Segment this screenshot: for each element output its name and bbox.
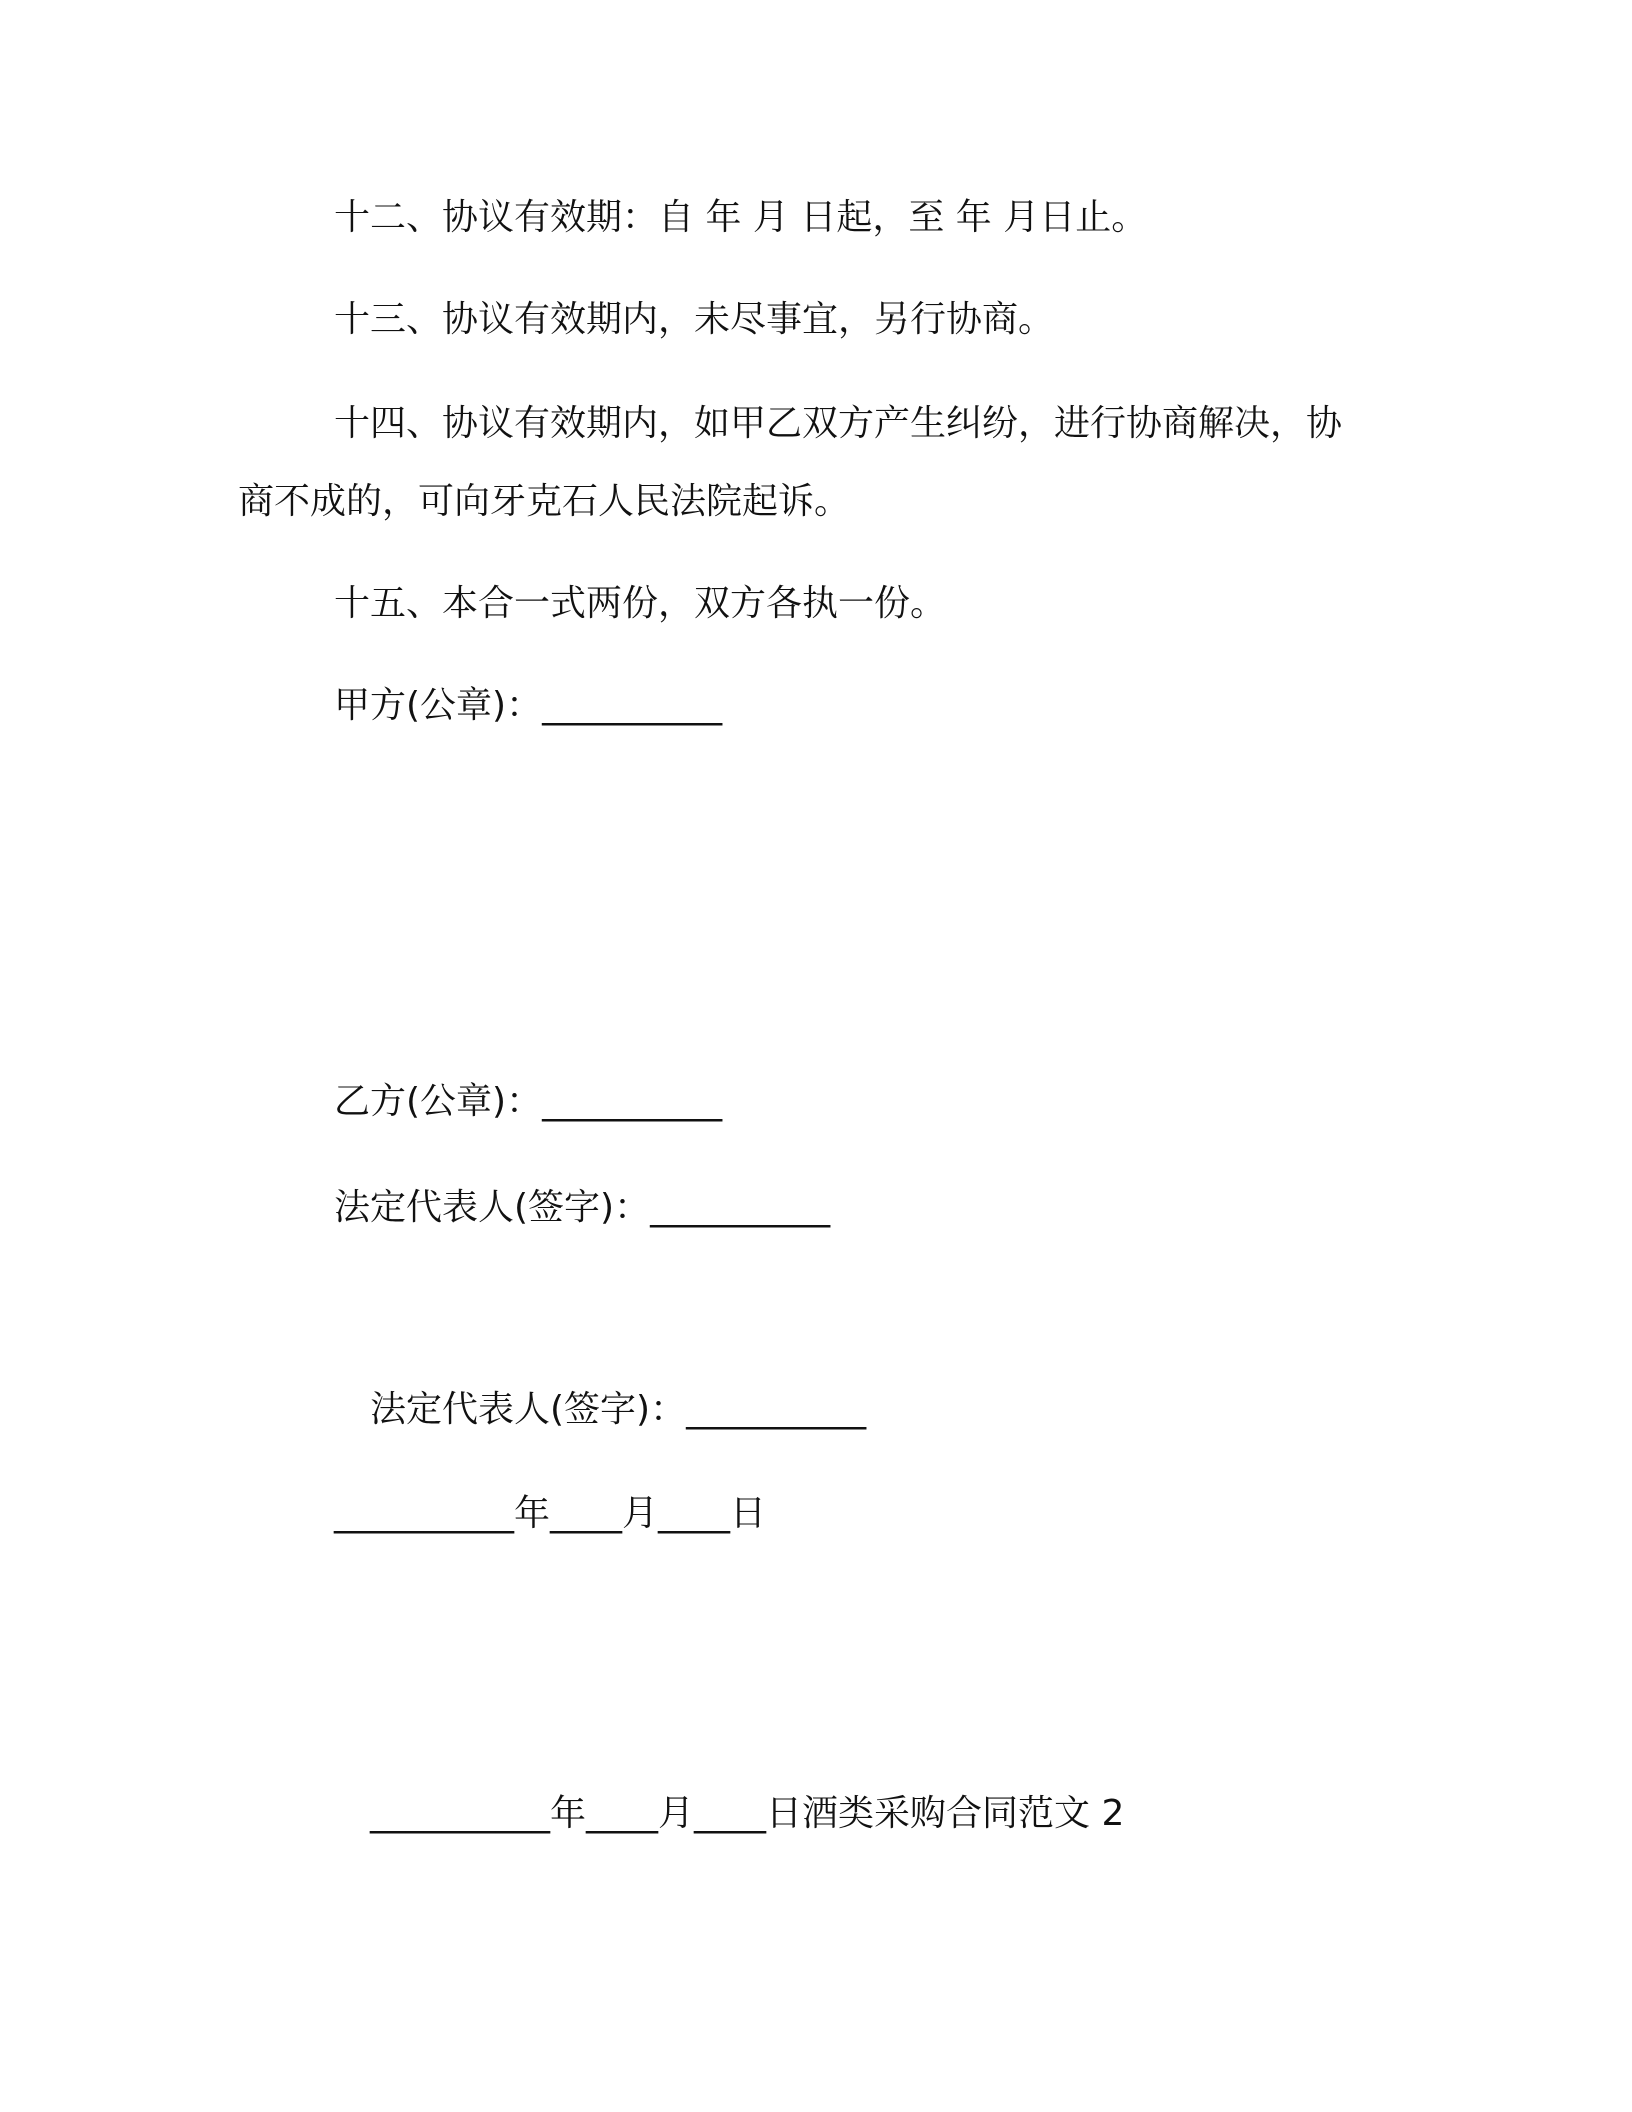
clause-13: 十三、协议有效期内，未尽事宜，另行协商。 [334, 299, 1055, 340]
legal-rep-signature-field-2: 法定代表人(签字)：__________ [370, 1389, 867, 1430]
clause-14-line-1: 十四、协议有效期内，如甲乙双方产生纠纷，进行协商解决，协 [334, 403, 1343, 444]
date-line-with-next-title: __________年____月____日酒类采购合同范文 2 [370, 1793, 1125, 1834]
party-b-seal-field: 乙方(公章)：__________ [334, 1081, 723, 1122]
clause-15: 十五、本合一式两份，双方各执一份。 [334, 583, 947, 624]
legal-rep-signature-field: 法定代表人(签字)：__________ [334, 1187, 831, 1228]
party-a-seal-field: 甲方(公章)：__________ [334, 685, 723, 726]
clause-14-line-2: 商不成的，可向牙克石人民法院起诉。 [238, 481, 851, 522]
date-line: __________年____月____日 [334, 1493, 766, 1534]
clause-12: 十二、协议有效期：自 年 月 日起，至 年 月日止。 [334, 197, 1148, 238]
